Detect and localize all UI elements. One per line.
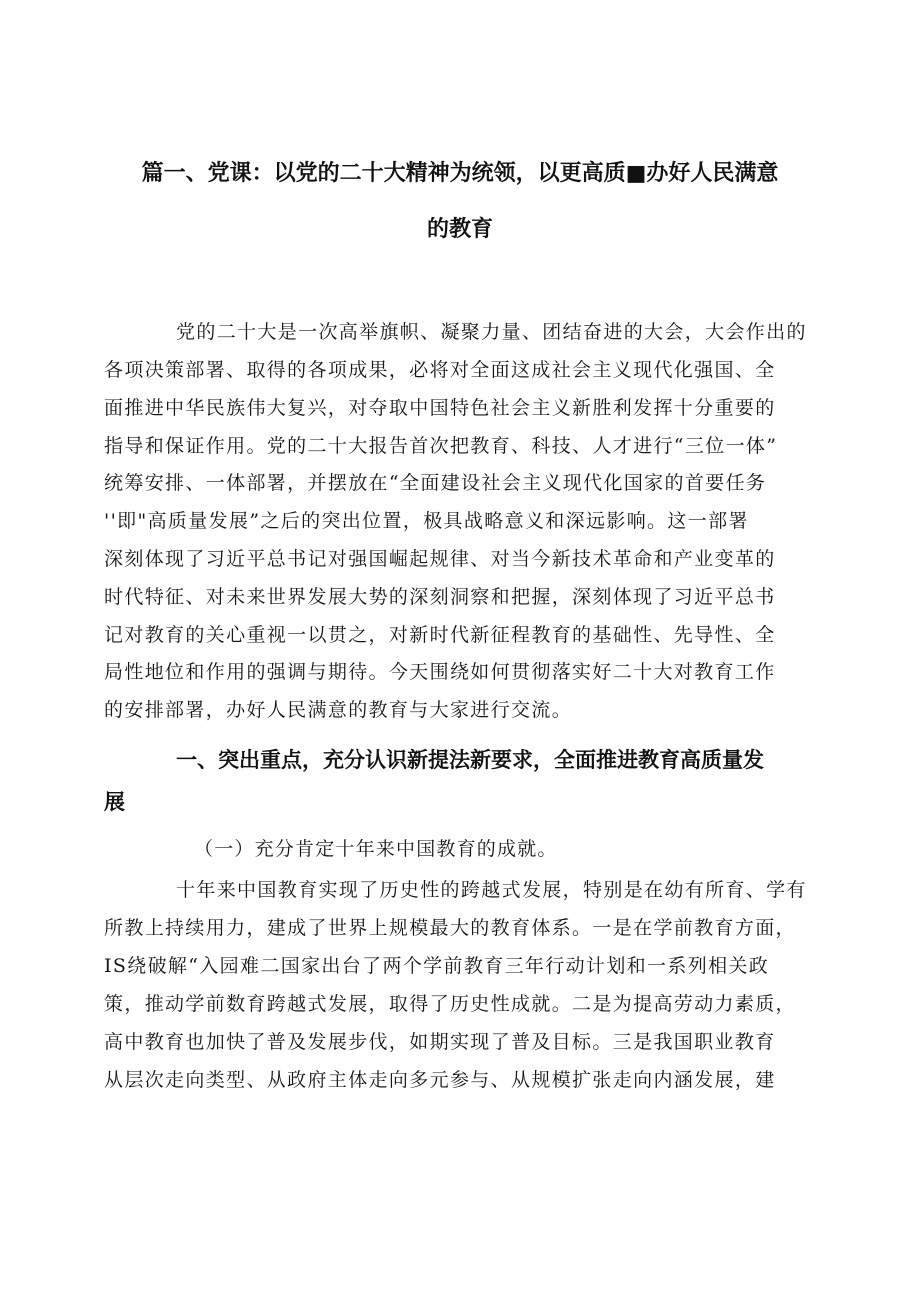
intro-line: ''即"高质量发展”之后的突出位置，极具战略意义和深远影响。这一部署 xyxy=(104,510,749,532)
intro-line: 党的二十大是一次高举旗帜、凝聚力量、团结奋进的大会，大会作出的 xyxy=(176,321,807,343)
intro-line: 局性地位和作用的强调与期待。今天围绕如何贯彻落实好二十大对教育工作 xyxy=(104,661,776,683)
intro-line: 面推进中华民族伟大复兴，对夺取中国特色社会主义新胜利发挥十分重要的 xyxy=(104,397,776,419)
body-line: 所教上持续用力，建成了世界上规模最大的教育体系。一是在学前教育方面， xyxy=(104,917,796,939)
document-title-line-1: 篇一、党课：以党的二十大精神为统领，以更高质■办好人民满意 xyxy=(141,161,779,186)
body-line: 从层次走向类型、从政府主体走向多元参与、从规模扩张走向内涵发展，建 xyxy=(104,1069,776,1091)
intro-line: 深刻体现了习近平总书记对强国崛起规律、对当今新技术革命和产业变革的 xyxy=(104,548,776,570)
section-heading-line-2: 展 xyxy=(104,790,125,814)
intro-line: 的安排部署，办好人民满意的教育与大家进行交流。 xyxy=(104,699,573,721)
intro-line: 指导和保证作用。党的二十大报告首次把教育、科技、人才进行“三位一体” xyxy=(104,435,778,457)
document-title-line-2: 的教育 xyxy=(426,217,493,242)
body-line: 策，推动学前数育跨越式发展，取得了历史性成就。二是为提高劳动力素质， xyxy=(104,993,796,1015)
subsection-heading: （一）充分肯定十年来中国教育的成就。 xyxy=(194,838,558,860)
intro-line: 时代特征、对未来世界发展大势的深刻洞察和把握，深刻体现了习近平总书 xyxy=(104,586,776,608)
body-line: IS绕破解“入园难二国家出台了两个学前教育三年行动计划和一系列相关政 xyxy=(104,955,770,977)
intro-line: 各项决策部署、取得的各项成果，必将对全面这成社会主义现代化强国、全 xyxy=(104,359,776,381)
body-line: 十年来中国教育实现了历史性的跨越式发展，特别是在幼有所育、学有 xyxy=(176,879,807,901)
intro-line: 记对教育的关心重视一以贯之，对新时代新征程教育的基础性、先导性、全 xyxy=(104,624,776,646)
intro-line: 统筹安排、一体部署，并摆放在“全面建设社会主义现代化国家的首要任务 xyxy=(104,472,767,494)
section-heading-line-1: 一、突出重点，充分认识新提法新要求，全面推进教育高质量发 xyxy=(176,748,764,772)
body-line: 高中教育也加快了普及发展步伐，如期实现了普及目标。三是我国职业教育 xyxy=(104,1031,776,1053)
